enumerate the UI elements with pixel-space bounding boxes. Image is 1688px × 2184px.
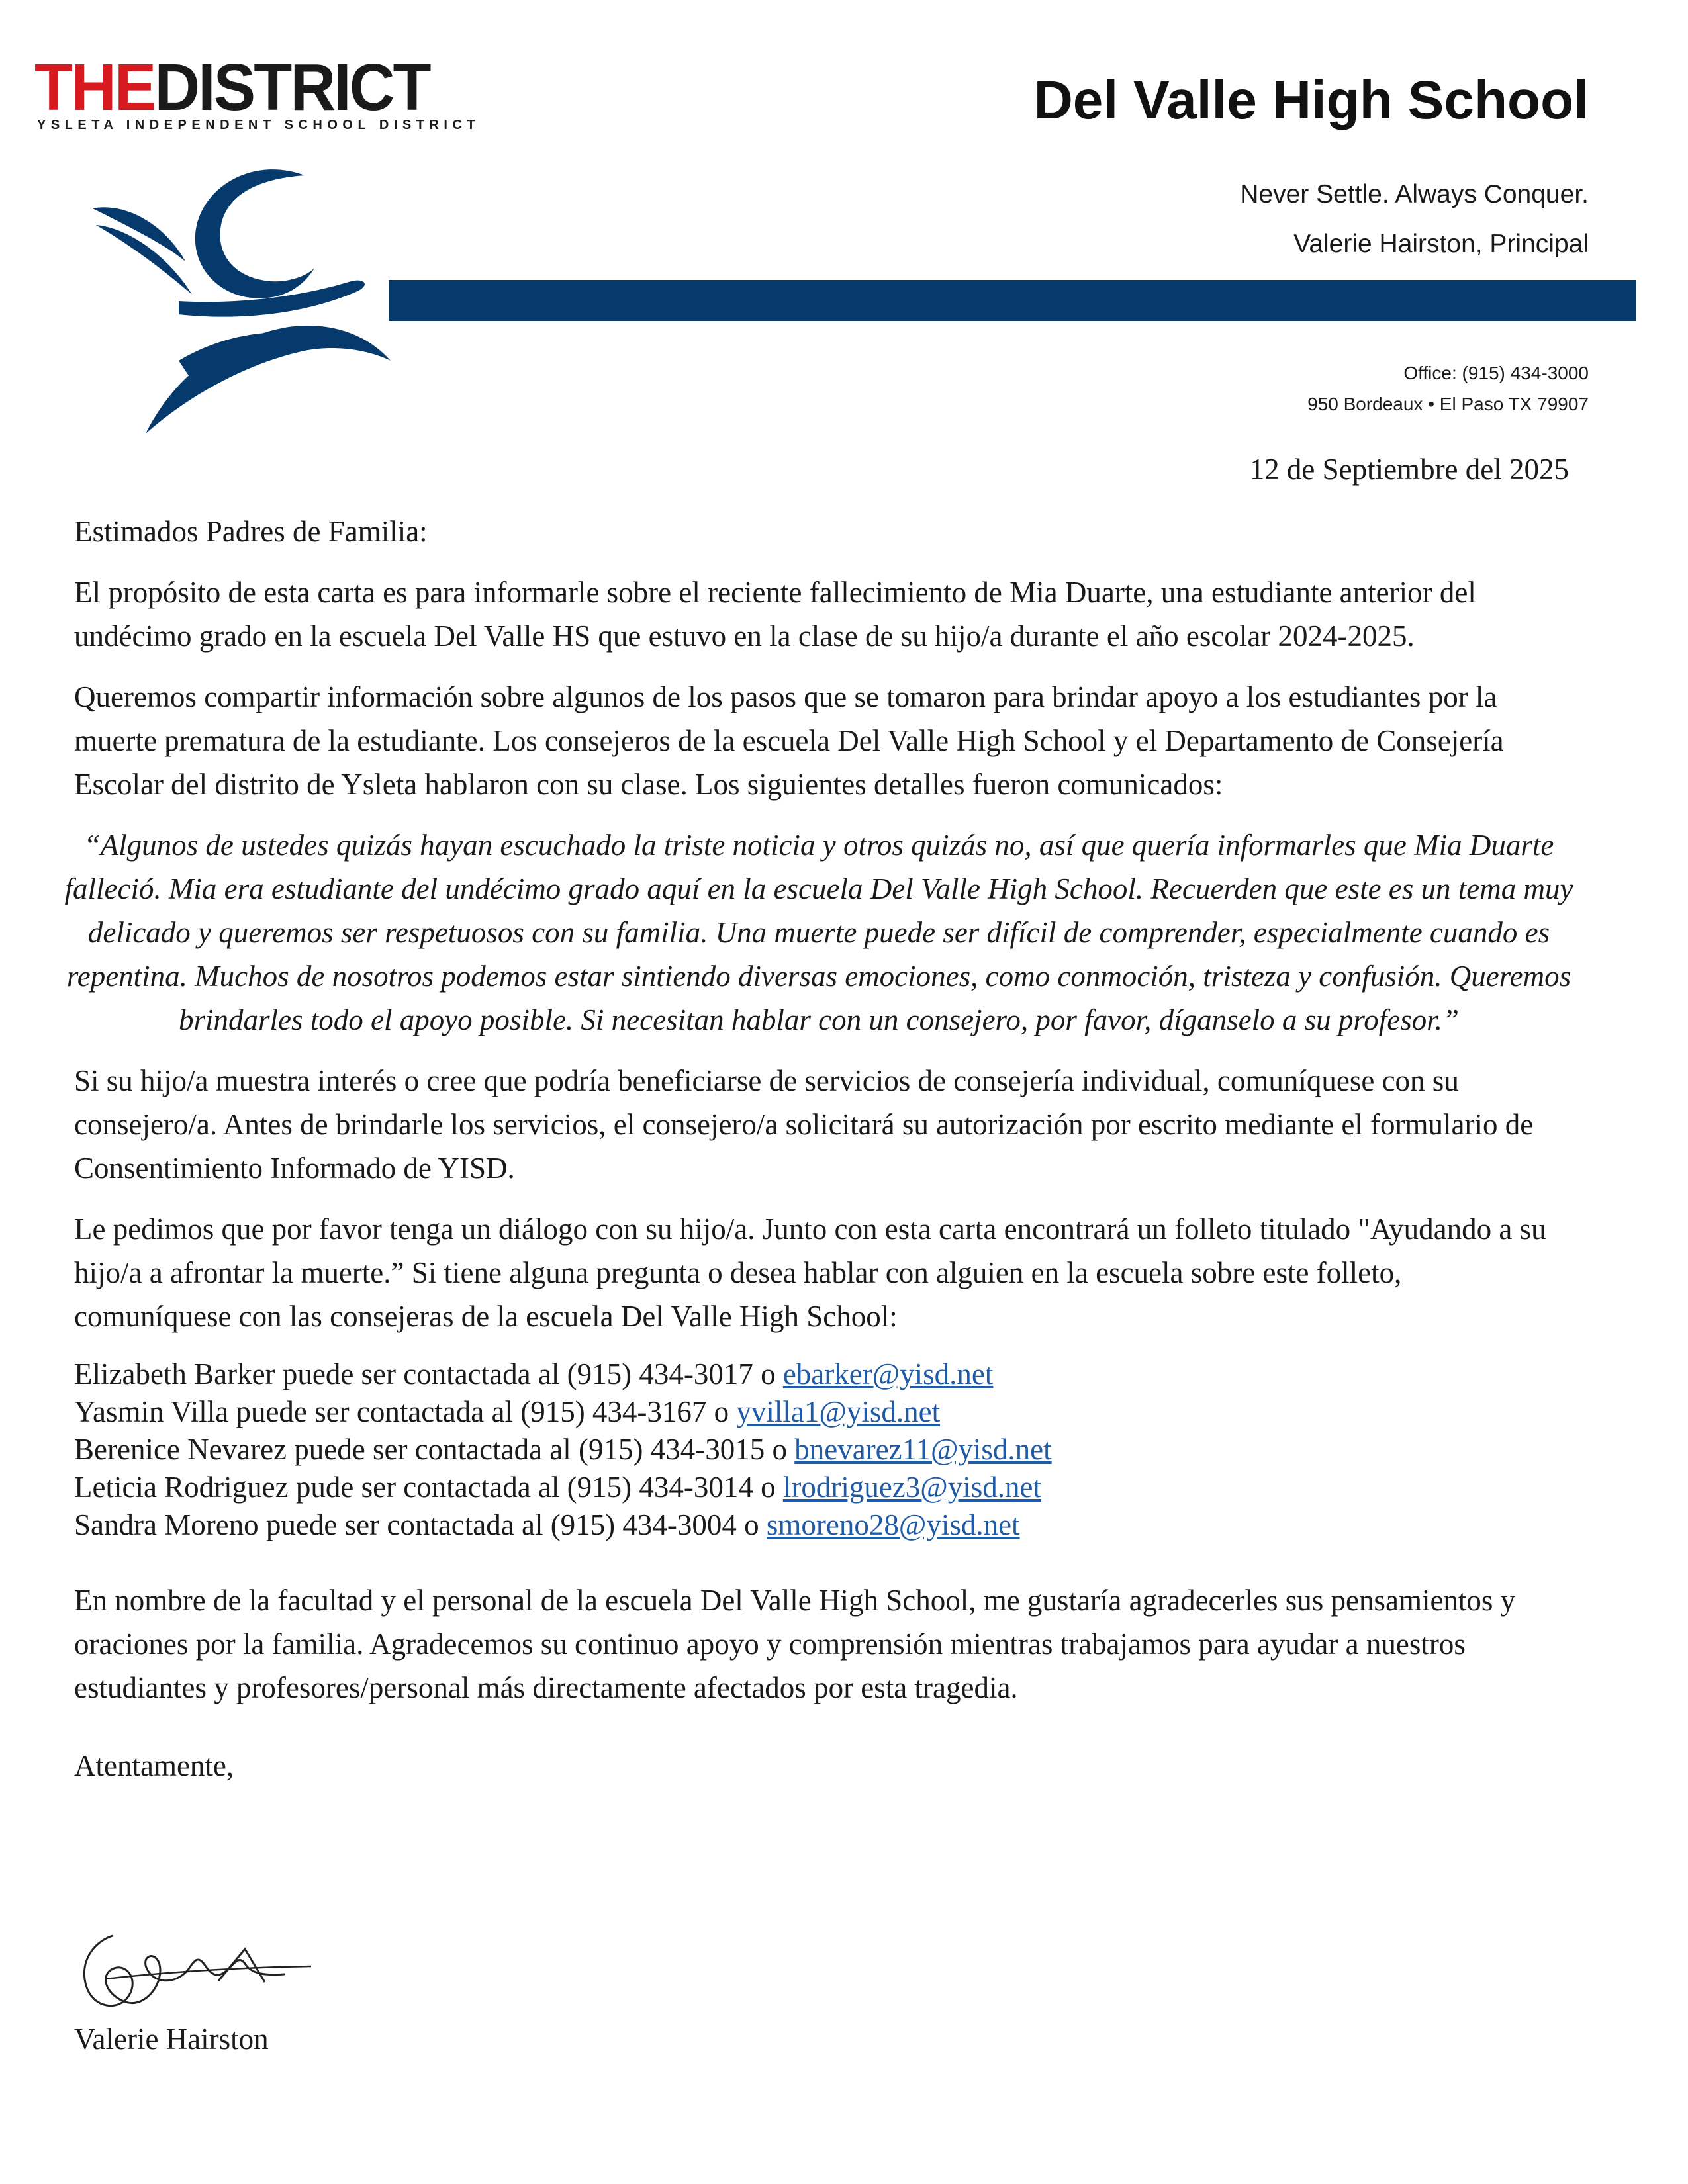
- handwritten-signature: [66, 1923, 318, 2022]
- office-phone: Office: (915) 434-3000: [1403, 363, 1589, 383]
- contact-text: Yasmin Villa puede ser contactada al (915) 434-3167 o: [74, 1395, 737, 1428]
- contact-item: [74, 1431, 1564, 1469]
- valediction: Atentamente,: [74, 1749, 234, 1782]
- contact-item: [74, 1506, 1564, 1544]
- school-name: Del Valle High School: [1033, 70, 1589, 130]
- letter-body: [64, 510, 1573, 1788]
- district-logo-subtitle: YSLETA INDEPENDENT SCHOOL DISTRICT: [37, 118, 481, 132]
- paragraph-closing: En nombre de la facultad y el personal de la escuela Del Valle High School, me gustaría agradecerles sus pensamientos y oraciones por la familia. Agradecemos su continuo apoyo y comprensión mientras trabajamos para ayudar a nuestros estudiantes y profesores/personal más directamente afectados por esta tragedia.: [74, 1584, 1516, 1704]
- email-link[interactable]: smoreno28@yisd.net: [766, 1508, 1020, 1541]
- contact-text: Elizabeth Barker puede ser contactada al (915) 434-3017 o: [74, 1357, 783, 1390]
- header-accent-bar: [389, 280, 1636, 321]
- contact-item: [74, 1469, 1564, 1506]
- school-address: 950 Bordeaux • El Paso TX 79907: [1307, 394, 1589, 414]
- contact-item: [74, 1355, 1564, 1393]
- email-link[interactable]: lrodriguez3@yisd.net: [782, 1471, 1041, 1504]
- contact-text: Berenice Nevarez puede ser contactada al (915) 434-3015 o: [74, 1433, 795, 1466]
- email-link[interactable]: bnevarez11@yisd.net: [794, 1433, 1052, 1466]
- district-logo: THEDISTRICT: [34, 50, 430, 124]
- paragraph-counseling: Si su hijo/a muestra interés o cree que podría beneficiarse de servicios de consejería individual, comuníquese con su consejero/a. Antes de brindarle los servicios, el consejero/a solicitará su autorización por escrito mediante el formulario de Consentimiento Informado de YISD.: [74, 1064, 1534, 1185]
- paragraph-purpose: El propósito de esta carta es para informarle sobre el reciente fallecimiento de Mia Duarte, una estudiante anterior del undécimo grado en la escuela Del Valle HS que estuvo en la clase de su hijo/a durante el año escolar 2024-2025.: [74, 576, 1476, 653]
- email-link[interactable]: yvilla1@yisd.net: [736, 1395, 941, 1428]
- signer-name: Valerie Hairston: [74, 2023, 269, 2056]
- paragraph-support-steps: Queremos compartir información sobre algunos de los pasos que se tomaron para brindar apoyo a los estudiantes por la muerte prematura de la estudiante. Los consejeros de la escuela Del Valle High School y el Departamento de Consejería Escolar del distrito de Ysleta hablaron con su clase. Los siguientes detalles fueron comunicados:: [74, 680, 1504, 801]
- email-link[interactable]: ebarker@yisd.net: [782, 1357, 994, 1390]
- counselor-contact-list: [74, 1355, 1564, 1544]
- contact-item: [74, 1393, 1564, 1431]
- principal-name: Valerie Hairston, Principal: [1293, 230, 1589, 258]
- salutation: Estimados Padres de Familia:: [74, 515, 428, 548]
- contact-text: Sandra Moreno puede ser contactada al (915) 434-3004 o: [74, 1508, 767, 1541]
- school-motto: Never Settle. Always Conquer.: [1240, 180, 1589, 208]
- conquistador-helmet-logo: [86, 162, 397, 440]
- counselor-quote: “Algunos de ustedes quizás hayan escuchado la triste noticia y otros quizás no, así que quería informarles que Mia Duarte falleció. Mia era estudiante del undécimo grado aquí en la escuela Del Valle High School. Recuerden que este es un tema muy delicado y queremos ser respetuosos con su familia. Una muerte puede ser difícil de comprender, especialmente cuando es repentina. Muchos de nosotros podemos estar sintiendo diversas emociones, como conmoción, tristeza y confusión. Queremos brindarles todo el apoyo posible. Si necesitan hablar con un consejero, por favor, díganselo a su profesor.”: [64, 829, 1573, 1036]
- contact-text: Leticia Rodriguez pude ser contactada al (915) 434-3014 o: [74, 1471, 783, 1504]
- paragraph-dialogue: Le pedimos que por favor tenga un diálogo con su hijo/a. Junto con esta carta encontrará un folleto titulado "Ayudando a su hijo/a a afrontar la muerte.” Si tiene alguna pregunta o desea hablar con alguien en la escuela sobre este folleto, comuníquese con las consejeras de la escuela Del Valle High School:: [74, 1212, 1546, 1333]
- letter-date: 12 de Septiembre del 2025: [1249, 453, 1569, 486]
